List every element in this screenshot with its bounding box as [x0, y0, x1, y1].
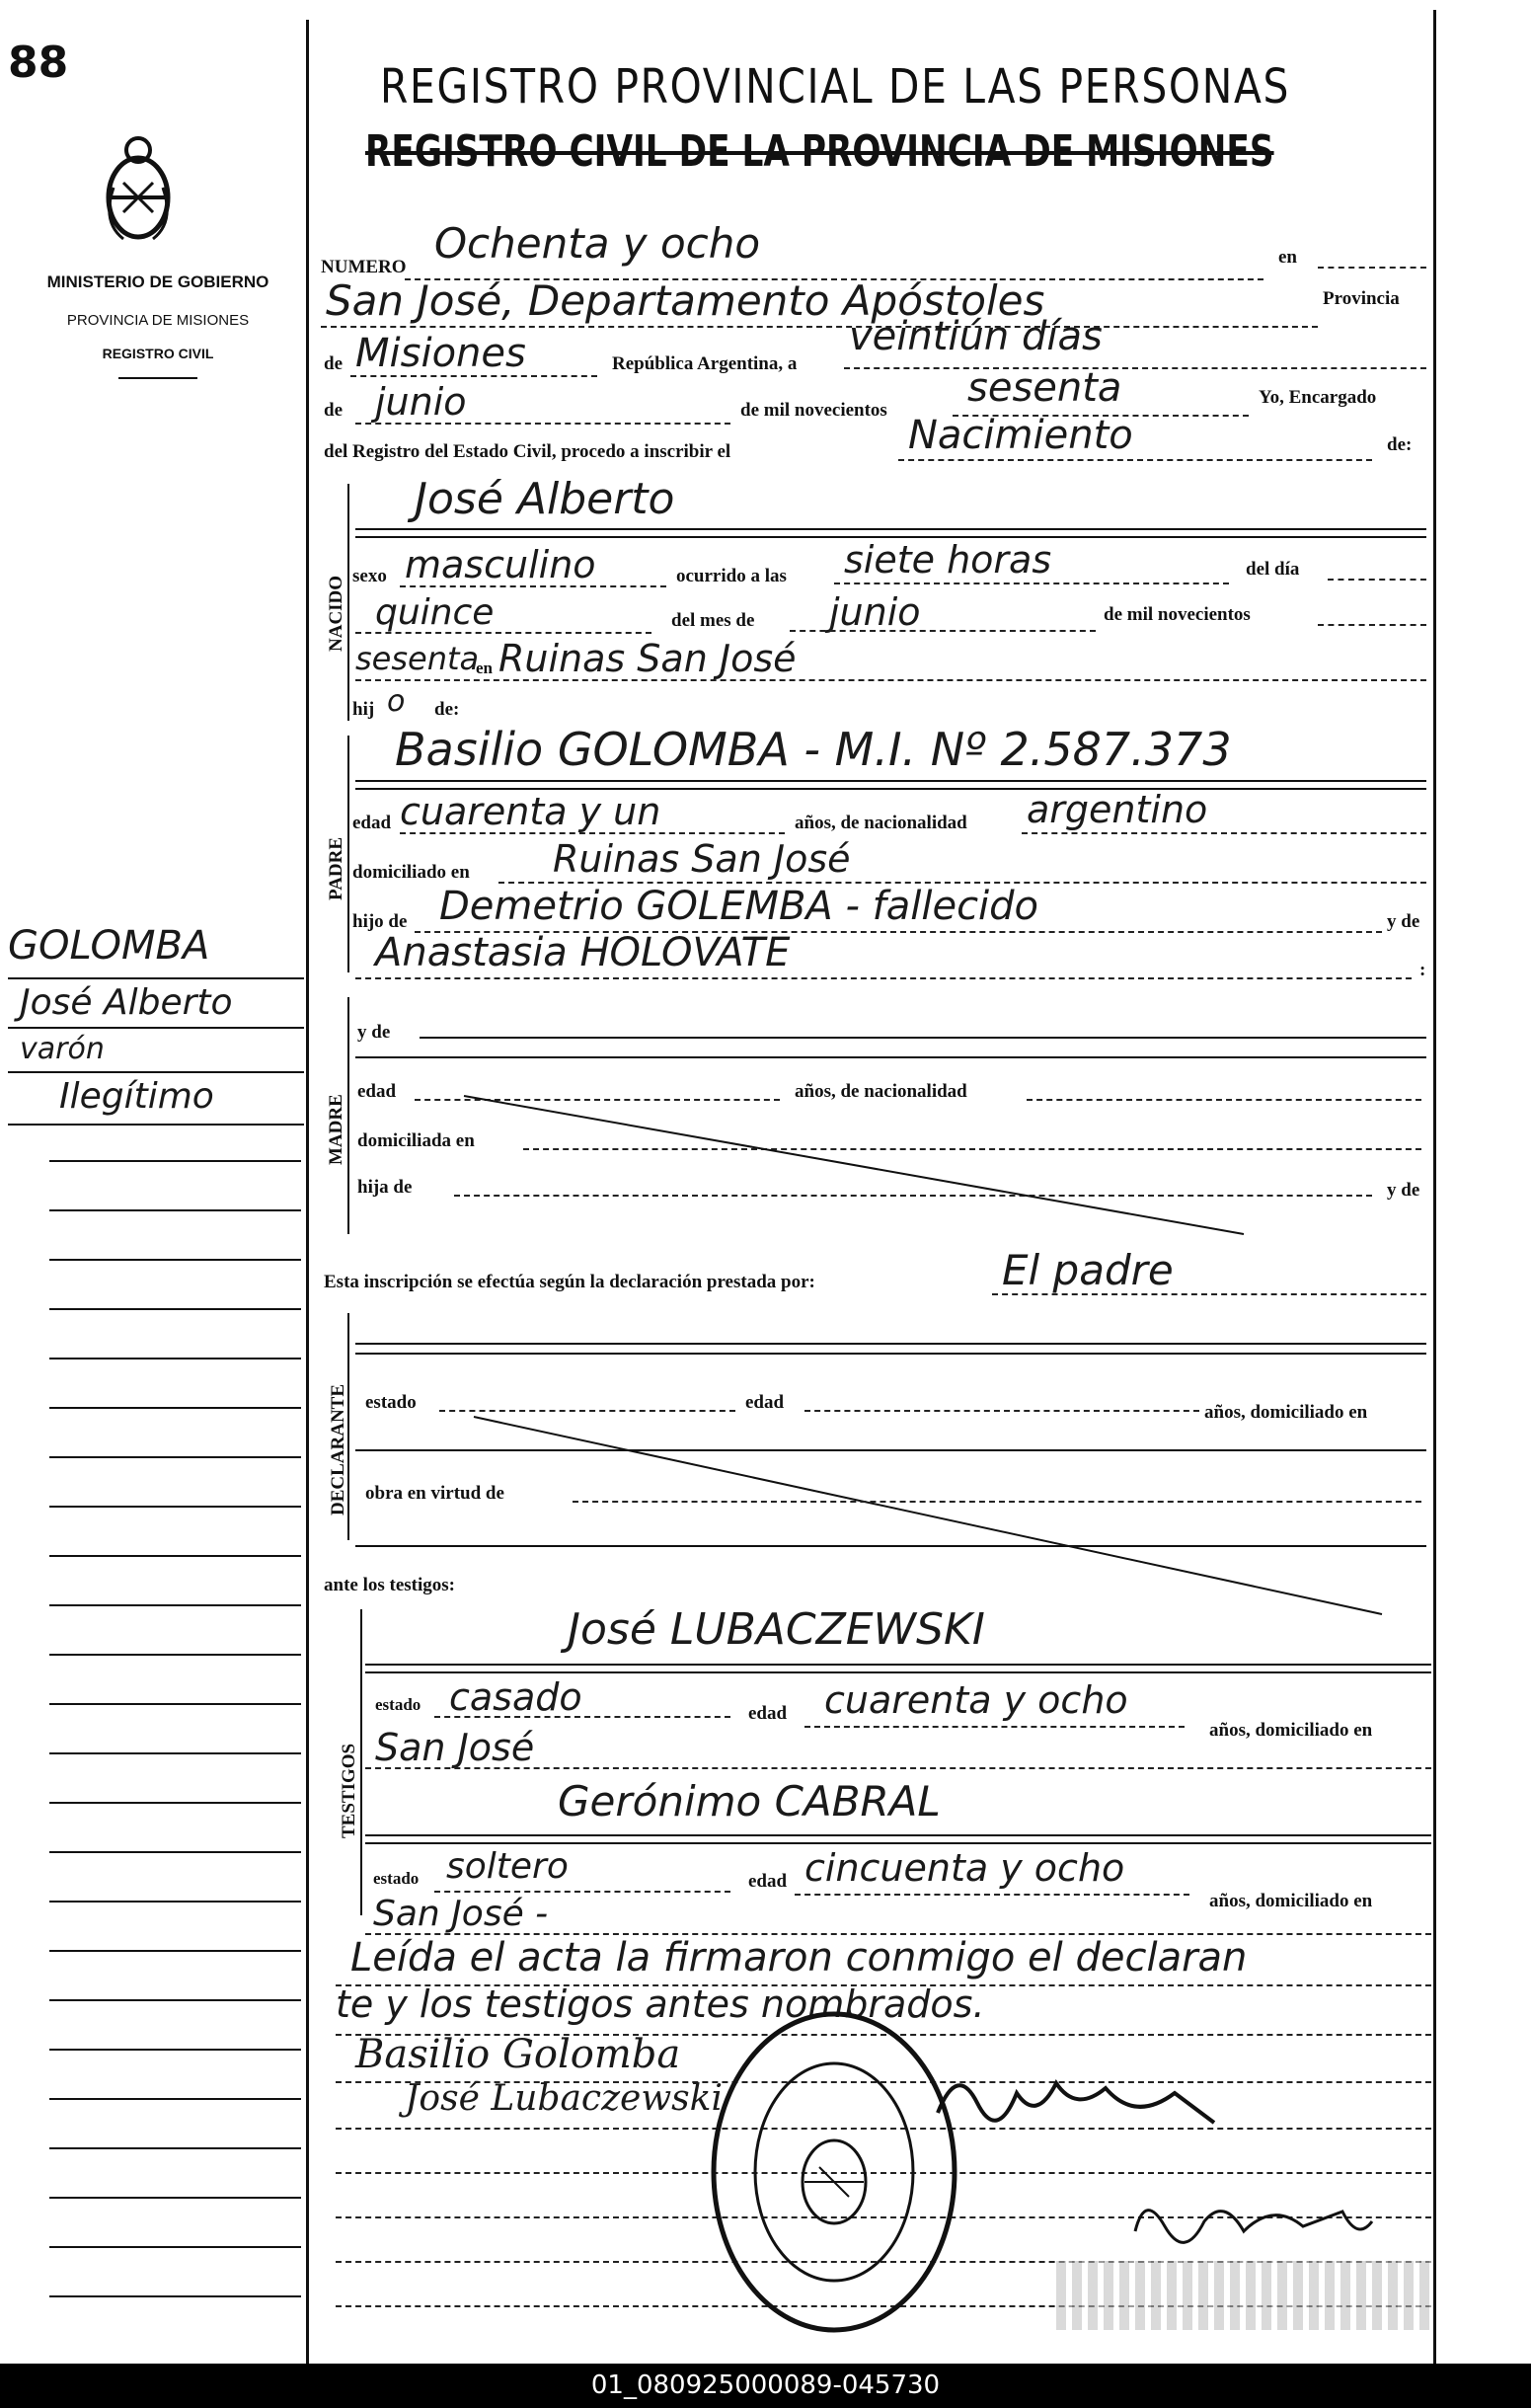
label-madre-edad: edad [357, 1081, 397, 1102]
entry-padre-dom: Ruinas San José [553, 837, 851, 881]
entry-abuela: Anastasia HOLOVATE [375, 930, 791, 975]
label-en: en [1278, 247, 1297, 268]
margin-note-sex: varón [20, 1032, 105, 1066]
signature-testigo: José Lubaczewski [405, 2078, 723, 2119]
signature-padre: Basilio Golomba [355, 2032, 681, 2077]
entry-hij-suffix: o [387, 684, 406, 719]
entry-nombre: José Alberto [415, 474, 675, 524]
entry-padre: Basilio GOLOMBA - M.I. Nº 2.587.373 [395, 723, 1232, 776]
label-del-mes: del mes de [671, 610, 755, 631]
label-del-dia: del día [1246, 559, 1300, 580]
entry-numero: Ochenta y ocho [434, 219, 761, 268]
label-sexo: sexo [352, 566, 387, 586]
closing-line-2: te y los testigos antes nombrados. [336, 1982, 985, 2026]
entry-declarante: El padre [1002, 1246, 1174, 1294]
label-republica: República Argentina, a [612, 353, 798, 374]
entry-testigo1-edad: cuarenta y ocho [824, 1678, 1128, 1722]
entry-testigo1-estado: casado [449, 1675, 582, 1719]
label-de-mil-nov: de mil novecientos [1104, 604, 1251, 625]
label-de-1: de [324, 353, 343, 374]
entry-dia: veintiún días [849, 314, 1103, 359]
entry-mes-nac: junio [829, 590, 921, 634]
section-declarante: DECLARANTE [328, 1383, 348, 1515]
margin-note-status: Ilegítimo [59, 1076, 214, 1117]
label-de-mil: de mil novecientos [740, 400, 887, 421]
page-number: 88 [8, 38, 69, 88]
province-name: PROVINCIA DE MISIONES [66, 312, 250, 329]
entry-padre-nac: argentino [1027, 788, 1208, 831]
label-declarante-anos: años, domiciliado en [1204, 1402, 1368, 1423]
registrar-stamp-faded [1056, 2261, 1431, 2330]
label-provincia: Provincia [1323, 288, 1400, 309]
label-de-colon: de: [1387, 434, 1413, 455]
header-title: REGISTRO PROVINCIAL DE LAS PERSONAS [380, 59, 1291, 115]
entry-hora: siete horas [844, 538, 1052, 582]
entry-sexo: masculino [405, 543, 596, 586]
header-subtitle: REGISTRO CIVIL DE LA PROVINCIA DE MISIONES [365, 126, 1274, 177]
entry-tipo: Nacimiento [908, 413, 1133, 458]
entry-lugar-nac: Ruinas San José [498, 637, 797, 680]
label-testigo2-estado: estado [373, 1869, 420, 1888]
margin-note-name: José Alberto [20, 982, 233, 1023]
registrar-signature-icon [1125, 2182, 1382, 2261]
label-declarante-edad: edad [745, 1392, 785, 1413]
label-colon: : [1419, 960, 1426, 980]
label-obra: obra en virtud de [365, 1483, 504, 1504]
label-testigo1-estado: estado [375, 1695, 421, 1714]
official-seal-icon [706, 2004, 962, 2340]
entry-testigo1-dom: San José [375, 1726, 535, 1769]
label-padre-dom: domiciliado en [352, 862, 470, 883]
label-numero: NUMERO [321, 257, 407, 277]
office-name: REGISTRO CIVIL [102, 346, 214, 361]
entry-dia-nac: quince [375, 592, 495, 633]
label-testigo1-anos: años, domiciliado en [1209, 1720, 1373, 1741]
label-ocurrido: ocurrido a las [676, 566, 787, 586]
label-testigo1-edad: edad [748, 1703, 788, 1724]
section-nacido: NACIDO [326, 575, 346, 652]
label-hija-de: hija de [357, 1177, 413, 1198]
entry-abuelo: Demetrio GOLEMBA - fallecido [439, 884, 1039, 929]
section-madre: MADRE [326, 1094, 346, 1165]
label-padre-edad: edad [352, 813, 392, 833]
label-declarante-estado: estado [365, 1392, 417, 1413]
section-testigos: TESTIGOS [339, 1743, 359, 1838]
label-madre-anos: años, de nacionalidad [795, 1081, 967, 1102]
label-yo-encargado: Yo, Encargado [1259, 387, 1377, 408]
entry-padre-edad: cuarenta y un [400, 790, 661, 833]
label-padre-anos: años, de nacionalidad [795, 813, 967, 833]
entry-mes: junio [375, 380, 467, 424]
ministry-name: MINISTERIO DE GOBIERNO [46, 272, 269, 291]
label-declaracion: Esta inscripción se efectúa según la declaración prestada por: [324, 1272, 815, 1292]
entry-testigo2-dom: San José - [373, 1894, 549, 1934]
closing-line-1: Leída el acta la firmaron conmigo el declaran [350, 1935, 1248, 1981]
label-testigo2-anos: años, domiciliado en [1209, 1891, 1373, 1911]
entry-lugar: San José, Departamento Apóstoles [326, 276, 1045, 325]
entry-testigo1: José LUBACZEWSKI [568, 1604, 985, 1655]
label-madre-y-de-2: y de [1387, 1180, 1420, 1201]
label-madre-y-de: y de [357, 1022, 391, 1043]
label-y-de-1: y de [1387, 911, 1420, 932]
entry-provincia: Misiones [355, 331, 526, 376]
label-hij: hij [352, 699, 375, 720]
section-padre: PADRE [326, 836, 346, 900]
label-testigos: ante los testigos: [324, 1575, 455, 1595]
entry-anio: sesenta [967, 365, 1122, 411]
officer-signature-icon [928, 2054, 1224, 2142]
label-domiciliada: domiciliada en [357, 1130, 475, 1151]
entry-anio-nac: sesenta [355, 640, 480, 677]
entry-testigo2-estado: soltero [446, 1846, 569, 1887]
margin-note-surname: GOLOMBA [8, 923, 210, 969]
label-hij-de: de: [434, 699, 460, 720]
entry-testigo2: Gerónimo CABRAL [558, 1777, 941, 1825]
entry-testigo2-edad: cincuenta y ocho [804, 1846, 1125, 1890]
label-hijo-de: hijo de [352, 911, 408, 932]
label-del-registro: del Registro del Estado Civil, procedo a inscribir el [324, 441, 731, 462]
label-de-2: de [324, 400, 343, 421]
label-en-2: en [476, 659, 493, 677]
footer-id: 01_080925000089-045730 [0, 2364, 1531, 2408]
label-testigo2-edad: edad [748, 1871, 788, 1892]
